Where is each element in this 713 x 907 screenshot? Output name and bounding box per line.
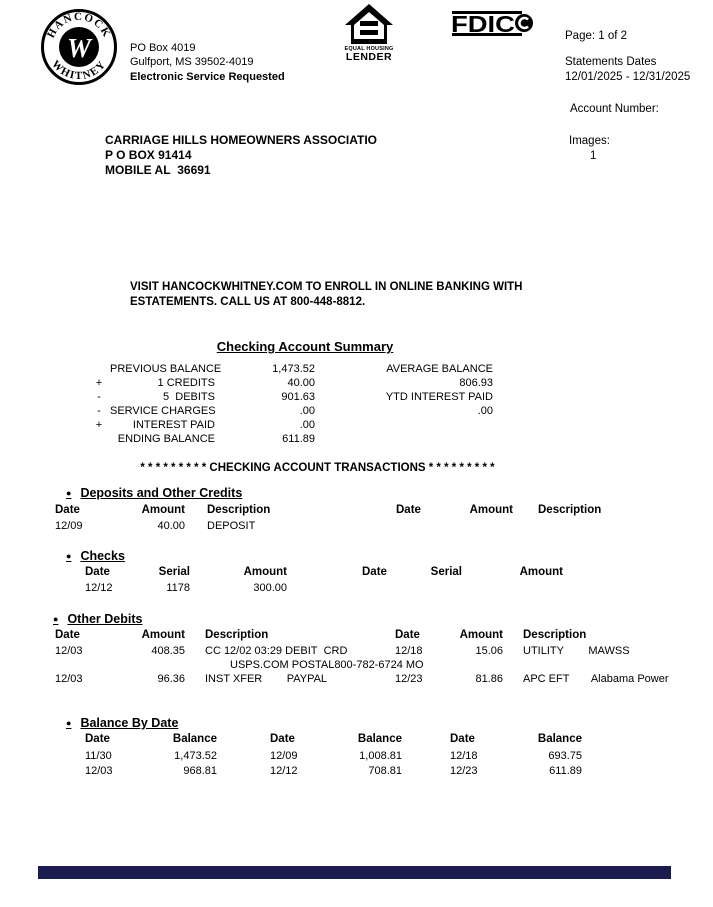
cell-amount: 15.06: [475, 645, 503, 657]
cell-amount: 96.36: [157, 673, 185, 685]
summary-sign: -: [97, 405, 101, 417]
balance-row: [85, 764, 582, 779]
cell-date: 12/09: [270, 750, 298, 762]
svg-text:WHITNEY: WHITNEY: [49, 58, 109, 83]
summary-row: [88, 390, 493, 404]
footer-redaction-bar: [38, 866, 671, 879]
statement-dates-label: Statements Dates: [565, 56, 657, 68]
col-header-amount: Amount: [469, 504, 513, 516]
addressee-city-state-zip: MOBILE AL 36691: [105, 163, 211, 177]
svg-text:FDIC: FDIC: [451, 11, 515, 36]
checks-heading-label: Checks: [80, 549, 125, 563]
addressee-name: CARRIAGE HILLS HOMEOWNERS ASSOCIATIO: [105, 133, 378, 147]
fdic-logo: [451, 11, 535, 41]
cell-balance: 611.89: [549, 765, 582, 777]
cell-date: 12/18: [450, 750, 478, 762]
svg-text:HANCOCK: HANCOCK: [44, 10, 114, 41]
summary-right-value: [315, 418, 493, 432]
cell-description: DEPOSIT: [207, 520, 256, 532]
col-header-date: Date: [55, 629, 80, 641]
debit-row: [55, 672, 424, 686]
col-header-date: Date: [55, 504, 80, 516]
ehl-label-large: LENDER: [345, 51, 393, 63]
cell-balance: 708.81: [368, 765, 402, 777]
transactions-banner: * * * * * * * * * CHECKING ACCOUNT TRANSACTIONS * * * * * * * * *: [140, 462, 495, 474]
col-header-balance: Balance: [172, 733, 217, 745]
deposits-left-table: [55, 503, 270, 533]
debit-row-continuation: USPS.COM POSTAL800-782-6724 MO: [230, 659, 424, 671]
col-header-date: Date: [450, 733, 475, 745]
cell-balance: 1,008.81: [359, 750, 402, 762]
cell-balance: 693.75: [548, 750, 582, 762]
bank-seal-icon: [40, 8, 118, 86]
summary-right-value: [315, 432, 493, 446]
summary-label: ENDING BALANCE: [117, 433, 215, 445]
col-header-balance: Balance: [357, 733, 402, 745]
col-header-serial: Serial: [430, 566, 462, 578]
summary-label: 5 DEBITS: [163, 391, 215, 403]
cell-amount: 408.35: [151, 645, 185, 657]
col-header-date: Date: [362, 566, 387, 578]
summary-amount: 1,473.52: [272, 363, 315, 375]
summary-label: INTEREST PAID: [132, 419, 215, 431]
bank-address: [130, 41, 254, 69]
other-debits-header-row: [55, 628, 424, 642]
cell-description: UTILITY MAWSS: [523, 645, 630, 657]
addressee-po-box: P O BOX 91414: [105, 148, 192, 162]
col-header-description: Description: [207, 504, 271, 516]
col-spacer: [217, 749, 270, 764]
col-spacer: [402, 749, 450, 764]
cell-date: 12/12: [85, 582, 113, 594]
images-label: Images:: [569, 135, 610, 147]
equal-housing-lender-logo: [340, 4, 398, 63]
checks-header-row: [362, 565, 563, 579]
summary-row: [88, 432, 493, 446]
cell-amount: 40.00: [157, 520, 185, 532]
balance-by-date-table: [85, 732, 582, 779]
row-spacer: [395, 658, 669, 672]
summary-row: [88, 362, 493, 376]
statement-dates-value: 12/01/2025 - 12/31/2025: [565, 71, 691, 83]
col-header-balance: Balance: [537, 733, 582, 745]
summary-row: [88, 404, 493, 418]
check-row: [85, 581, 287, 595]
summary-right-value: AVERAGE BALANCE: [386, 363, 493, 375]
online-banking-notice: [130, 280, 523, 310]
summary-right-value: YTD INTEREST PAID: [385, 391, 493, 403]
images-count: 1: [590, 150, 597, 162]
summary-right-value: .00: [477, 405, 493, 417]
col-header-date: Date: [85, 733, 110, 745]
summary-row: [88, 418, 493, 432]
balance-row: [85, 749, 582, 764]
cell-balance: 1,473.52: [174, 750, 217, 762]
cell-date: 12/03: [55, 673, 83, 685]
col-spacer: [402, 764, 450, 779]
debit-row: [55, 644, 424, 658]
deposits-right-table: [396, 503, 601, 517]
svg-text:W: W: [66, 33, 92, 63]
cell-date: 12/03: [85, 765, 113, 777]
summary-sign: +: [95, 377, 103, 389]
bullet-icon: ●: [53, 614, 59, 624]
summary-amount: 901.63: [281, 391, 315, 403]
summary-amount: .00: [299, 405, 315, 417]
checks-heading: [66, 549, 125, 563]
summary-table: [88, 362, 493, 446]
deposit-row: [55, 519, 270, 533]
col-header-date: Date: [396, 504, 421, 516]
summary-amount: 40.00: [287, 377, 315, 389]
col-spacer: [217, 732, 270, 747]
summary-sign: [88, 432, 110, 446]
bullet-icon: ●: [66, 718, 72, 728]
statement-meta: [565, 29, 690, 164]
checks-header-row: [85, 565, 287, 579]
cell-date: 12/03: [55, 645, 83, 657]
checks-left-table: [85, 565, 287, 595]
other-debits-heading: [53, 612, 142, 626]
col-spacer: [402, 732, 450, 747]
cell-description: CC 12/02 03:29 DEBIT CRD: [205, 645, 348, 657]
balance-header-row: [85, 732, 582, 747]
cell-date: 12/12: [270, 765, 298, 777]
col-header-description: Description: [523, 629, 587, 641]
other-debits-heading-label: Other Debits: [67, 612, 143, 626]
col-header-description: Description: [538, 504, 602, 516]
summary-label: PREVIOUS BALANCE: [110, 363, 222, 375]
cell-amount: 81.86: [475, 673, 503, 685]
col-header-amount: Amount: [141, 629, 185, 641]
deposits-heading-label: Deposits and Other Credits: [80, 486, 243, 500]
col-header-date: Date: [395, 629, 420, 641]
cell-date: 11/30: [85, 750, 112, 762]
other-debits-left-table: [55, 628, 424, 686]
equal-housing-house-icon: [345, 4, 393, 46]
deposits-header-row: [396, 503, 601, 517]
deposits-heading: [66, 486, 242, 500]
col-spacer: [217, 764, 270, 779]
electronic-service-note: Electronic Service Requested: [130, 71, 285, 83]
summary-sign: -: [97, 391, 101, 403]
summary-sign: +: [95, 419, 103, 431]
checks-right-table: [362, 565, 563, 579]
addressee-block: [105, 133, 377, 178]
debit-row: [395, 672, 669, 686]
summary-label: 1 CREDITS: [157, 377, 215, 389]
hancock-whitney-logo: [40, 8, 118, 91]
col-header-amount: Amount: [459, 629, 503, 641]
debit-row: [395, 644, 669, 658]
cell-serial: 1178: [166, 582, 190, 594]
ehl-label-small: EQUAL HOUSING: [344, 46, 394, 52]
summary-right-value: 806.93: [459, 377, 493, 389]
cell-date: 12/09: [55, 520, 83, 532]
notice-line1: VISIT HANCOCKWHITNEY.COM TO ENROLL IN ONLINE BANKING WITH: [130, 281, 523, 293]
col-header-amount: Amount: [519, 566, 563, 578]
deposits-header-row: [55, 503, 270, 517]
account-number-label: Account Number:: [570, 103, 659, 115]
notice-line2: ESTATEMENTS. CALL US AT 800-448-8812.: [130, 296, 366, 308]
page-indicator: Page: 1 of 2: [565, 30, 628, 42]
summary-amount: .00: [299, 419, 315, 431]
other-debits-right-table: [395, 628, 669, 686]
col-header-date: Date: [85, 566, 110, 578]
fdic-icon: [451, 11, 535, 36]
bullet-icon: ●: [66, 488, 72, 498]
cell-amount: 300.00: [253, 582, 287, 594]
balance-by-date-heading-label: Balance By Date: [80, 716, 179, 730]
bank-address-line2: Gulfport, MS 39502-4019: [130, 56, 254, 68]
summary-title: Checking Account Summary: [216, 339, 394, 354]
col-header-serial: Serial: [158, 566, 190, 578]
bullet-icon: ●: [66, 551, 72, 561]
cell-date: 12/23: [395, 673, 423, 685]
summary-label: SERVICE CHARGES: [110, 405, 216, 417]
col-header-description: Description: [205, 629, 269, 641]
cell-date: 12/23: [450, 765, 478, 777]
col-header-amount: Amount: [243, 566, 287, 578]
cell-description: APC EFT Alabama Power: [523, 673, 669, 685]
bank-address-line1: PO Box 4019: [130, 42, 196, 54]
col-header-amount: Amount: [141, 504, 185, 516]
cell-date: 12/18: [395, 645, 423, 657]
cell-balance: 968.81: [183, 765, 217, 777]
cell-description: INST XFER PAYPAL: [205, 673, 328, 685]
balance-by-date-heading: [66, 716, 178, 730]
col-header-date: Date: [270, 733, 295, 745]
summary-sign: [88, 362, 110, 376]
summary-amount: 611.89: [282, 433, 315, 445]
other-debits-header-row: [395, 628, 669, 642]
summary-row: [88, 376, 493, 390]
